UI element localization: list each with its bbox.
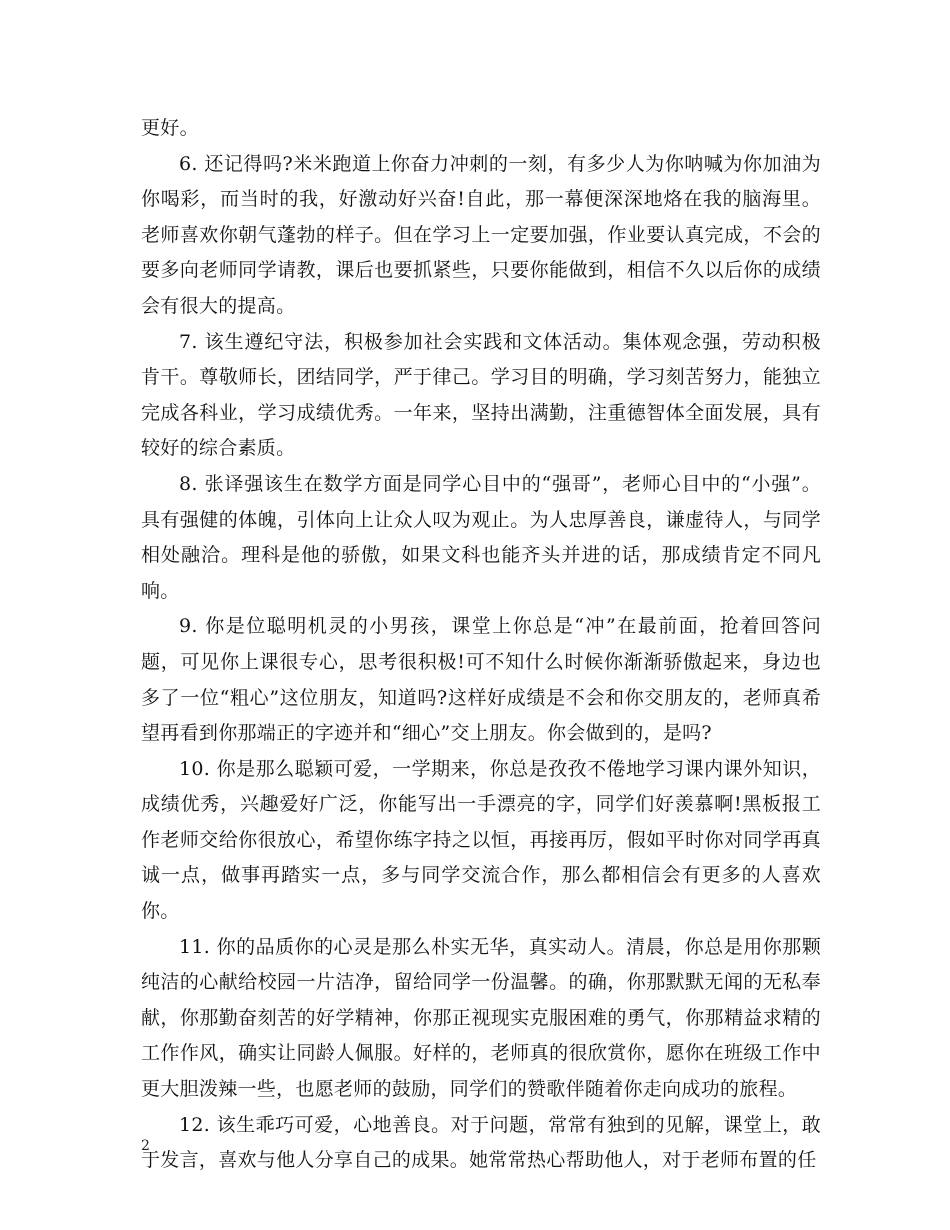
paragraph-item-7: 7. 该生遵纪守法，积极参加社会实践和文体活动。集体观念强，劳动积极肯干。尊敬师长，团结同学，严于律己。学习目的明确，学习刻苦努力，能独立完成各科业，学习成绩优秀。一年来，坚持出满勤，注重德智体全面发展，具有较好的综合素质。 — [141, 330, 821, 460]
paragraph-item-9: 9. 你是位聪明机灵的小男孩，课堂上你总是“冲”在最前面，抢着回答问题，可见你上课很专心，思考很积极!可不知什么时候你渐渐骄傲起来，身边也多了一位“粗心”这位朋友，知道吗?这样好成绩是不会和你交朋友的，老师真希望再看到你那端正的字迹并和“细心”交上朋友。你会做到的，是吗? — [141, 615, 821, 745]
paragraph-item-12: 12. 该生乖巧可爱，心地善良。对于问题，常常有独到的见解，课堂上，敢于发言，喜欢与他人分享自己的成果。她常常热心帮助他人，对于老师布置的任 — [141, 1113, 821, 1172]
paragraph-item-10: 10. 你是那么聪颖可爱，一学期来，你总是孜孜不倦地学习课内课外知识，成绩优秀，兴趣爱好广泛，你能写出一手漂亮的字，同学们好羡慕啊!黑板报工作老师交给你很放心，希望你练字持之以恒，再接再厉，假如平时你对同学再真诚一点，做事再踏实一点，多与同学交流合作，那么都相信会有更多的人喜欢你。 — [141, 757, 821, 923]
paragraph-item-11: 11. 你的品质你的心灵是那么朴实无华，真实动人。清晨，你总是用你那颗纯洁的心献给校园一片洁净，留给同学一份温馨。的确，你那默默无闻的无私奉献，你那勤奋刻苦的好学精神，你那正视现实克服困难的勇气，你那精益求精的工作作风，确实让同龄人佩服。好样的，老师真的很欣赏你，愿你在班级工作中更大胆泼辣一些，也愿老师的鼓励，同学们的赞歌伴随着你走向成功的旅程。 — [141, 935, 821, 1101]
page-number: 2 — [141, 1138, 150, 1154]
document-body — [141, 111, 821, 1179]
paragraph-continuation: 更好。 — [141, 117, 199, 139]
paragraph-item-8: 8. 张译强该生在数学方面是同学心目中的“强哥”，老师心目中的“小强”。具有强健的体魄，引体向上让众人叹为观止。为人忠厚善良，谦虚待人，与同学相处融洽。理科是他的骄傲，如果文科也能齐头并进的话，那成绩肯定不同凡响。 — [141, 472, 821, 602]
paragraph-item-6: 6. 还记得吗?米米跑道上你奋力冲刺的一刻，有多少人为你呐喊为你加油为你喝彩，而当时的我，好激动好兴奋!自此，那一幕便深深地烙在我的脑海里。老师喜欢你朝气蓬勃的样子。但在学习上一定要加强，作业要认真完成，不会的要多向老师同学请教，课后也要抓紧些，只要你能做到，相信不久以后你的成绩会有很大的提高。 — [141, 152, 821, 317]
